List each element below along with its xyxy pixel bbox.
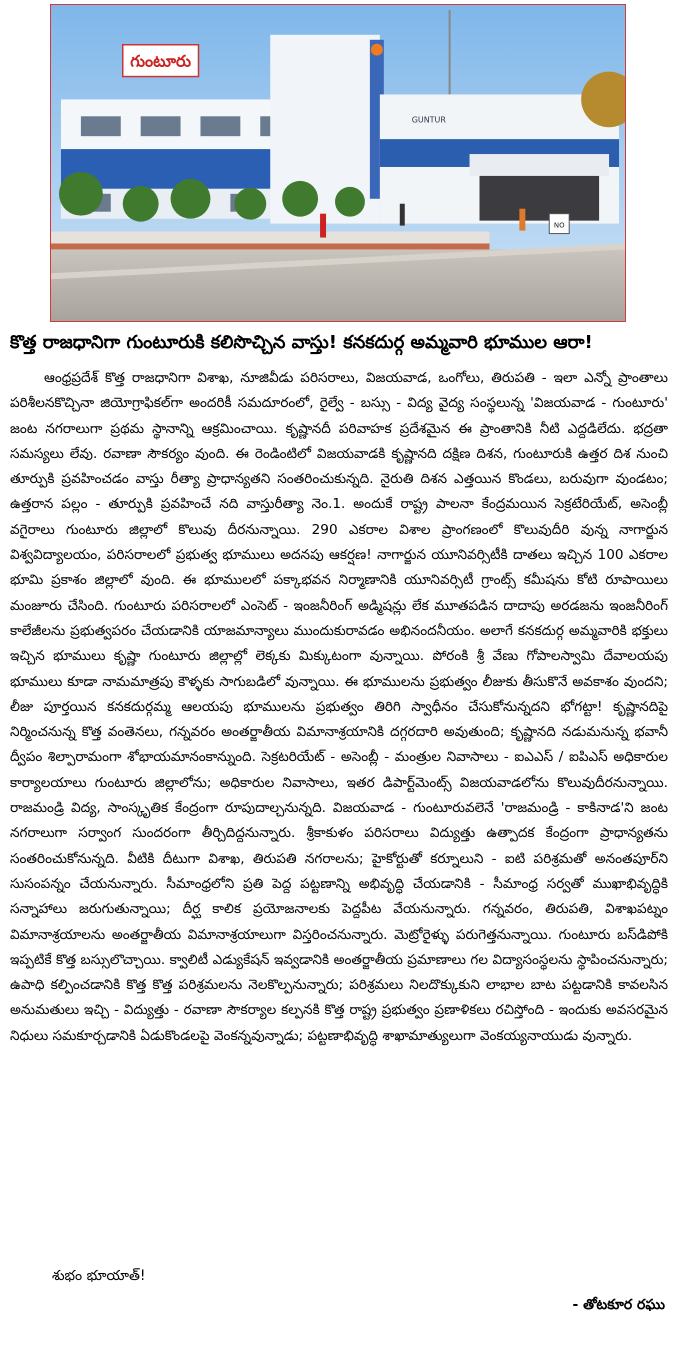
- article-headline: కొత్త రాజధానిగా గుంటూరుకి కలిసొచ్చిన వాస్తు! కనకదుర్గ అమ్మవారి భూముల ఆరా!: [10, 332, 593, 353]
- closing-line: శుభం భూయాత్!: [52, 1268, 146, 1284]
- guntur-station-photo: [50, 4, 626, 322]
- roof-sign-text: గుంటూరు: [130, 51, 192, 71]
- building-sign: GUNTUR: [411, 115, 446, 125]
- author-byline: - తోటకూర రఘు: [572, 1297, 665, 1313]
- gate-sign: NO: [553, 221, 565, 230]
- article-body: ఆంధ్రప్రదేశ్ కొత్త రాజధానిగా విశాఖ, నూజివీడు పరిసరాలు, విజయవాడ, ఒంగోలు, తిరుపతి - ఇలా ఎన్నో ప్రాంతాలు పరిశీలనకొచ్చినా జియోగ్రాఫికల్‌గా అందరికీ సమదూరంలో, రైల్వే - బస్సు - విద్య వైద్య సంస్థలున్న 'విజయవాడ - గుంటూరు' జంట నగరాలుగా ప్రథమ స్థానాన్ని ఆక్రమించాయి. కృష్ణానదీ పరివాహక ప్రదేశమైన ఈ ప్రాంతానికి నీటి ఎద్దడిలేదు. భద్రతా సమస్యలు లేవు. రవాణా సౌకర్యం వుంది. ఈ రెండింటిలో విజయవాడకి కృష్ణానది దక్షిణ దిశన, గుంటూరుకి ఉత్తర దిశ నుంచి తూర్పుకి ప్రవహించడం వాస్తు రీత్యా ప్రాధాన్యతని సంతరించుకున్నది. నైరుతి దిశన ఎత్తయిన కొండలు, బరువుగా వుండటం; ఉత్తరాన పల్లం - తూర్పుకి ప్రవహించే నది వాస్తురీత్యా నెం.1. అందుకే రాష్ట్ర పాలనా కేంద్రమయిన సెక్రటేరియేట్, అసెంబ్లీ వగైరాలు గుంటూరు జిల్లాలో కొలువు దీరనున్నాయి. 290 ఎకరాల విశాల ప్రాంగణంలో కొలువుదీరి వున్న నాగార్జున విశ్వవిద్యాలయం, పరిసరాలలో ప్రభుత్వ భూములు అదనపు ఆకర్షణ! నాగార్జున యూనివర్సిటీకి దాతలు ఇచ్చిన 100 ఎకరాల భూమి ప్రకాశం జిల్లాలో వుంది. ఈ భూములలో పక్కాభవన నిర్మాణానికి యూనివర్సిటీ గ్రాంట్స్ కమీషను కోటి రూపాయిలు మంజూరు చేసింది. గుంటూరు పరిసరాలలో ఎంసెట్ - ఇంజనీరింగ్ అడ్మిషన్లు లేక మూతపడిన దాదాపు అరడజను ఇంజనీరింగ్ కాలేజీలను ప్రభుత్వపరం చేయడానికి యాజమాన్యాలు ముందుకురావడం అభినందనీయం. అలాగే కనకదుర్గ అమ్మవారికి భక్తులు ఇచ్చిన భూములు కృష్ణా గుంటూరు జిల్లాల్లో లెక్కకు మిక్కుటంగా వున్నాయి. పోరంకి శ్రీ వేణు గోపాలస్వామి దేవాలయపు భూములు కూడా నామమాత్రపు కౌళ్ళకు సాగుబడిలో వున్నాయి. ఈ భూములను ప్రభుత్వం లీజుకు తీసుకొనే అవకాశం వుందని; లీజు పూర్తయిన కనకదుర్గమ్మ ఆలయపు భూములను ప్రభుత్వం తిరిగి స్వాధీనం చేసుకోనున్నదని భోగట్టా! కృష్ణానదిపై నిర్మించనున్న కొత్త వంతెనలు, గన్నవరం అంతర్జాతీయ విమానాశ్రయానికి దగ్గరదారి అవుతుంది; కృష్ణానది నడుమనున్న భవానీ ద్వీపం శిల్పారామంగా శోభాయమానంకాన్నుంది. సెక్రటరియేట్ - అసెంబ్లీ - మంత్రుల నివాసాలు - ఐఎఎస్ / ఐపిఎస్ అధికారుల కార్యాలయాలు గుంటూరు జిల్లాలోను; అధికారుల నివాసాలు, ఇతర డిపార్ట్‌మెంట్స్ విజయవాడలోను కొలువుదీరనున్నాయి. రాజమండ్రి విద్య, సాంస్కృతిక కేంద్రంగా రూపుదాల్చనున్నది. విజయవాడ - గుంటూరువలెనే 'రాజమండ్రి - కాకినాడ'ని జంట నగరాలుగా సర్వాంగ సుందరంగా తీర్చిదిద్దనున్నారు. శ్రీకాకుళం పరిసరాలు విద్యుత్తు ఉత్పాదక కేంద్రంగా ప్రాధాన్యతను సంతరించుకోనున్నది. వీటికి దీటుగా విశాఖ, తిరుపతి నగరాలను; హైకోర్టుతో కర్నూలుని - ఐటి పరిశ్రమతో అనంతపూర్‌ని సుసంపన్నం చేయనున్నారు. సీమాంధ్రలోని ప్రతి పెద్ద పట్టణాన్ని అభివృద్ధి చేయడానికి - సీమాంధ్ర సర్వతో ముఖాభివృద్ధికి సన్నాహాలు జరుగుతున్నాయి; దీర్ఘ కాలిక ప్రయోజనాలకు పెద్దపీట వేయనున్నారు. గన్నవరం, తిరుపతి, విశాఖపట్నం విమానాశ్రయాలను అంతర్జాతీయ విమానాశ్రయాలుగా విస్తరించనున్నారు. మెట్రోరైళ్ళు పరుగెత్తనున్నాయి. గుంటూరు బస్‌డిపోకి ఇప్పటికే కొత్త బస్సులొచ్చాయి. క్వాలిటీ ఎడ్యుకేషన్ ఇవ్వడానికి అంతర్జాతీయ ప్రమాణాలు గల విద్యాసంస్థలను స్థాపించనున్నారు; ఉపాధి కల్పించడానికి కొత్త కొత్త పరిశ్రమలను నెలకొల్పనున్నారు; పరిశ్రమలు నిలదొక్కుకుని లాభాల బాట పట్టడానికి కావలసిన అనుమతులు ఇచ్చి - విద్యుత్తు - రవాణా సౌకర్యాల కల్పనకి కొత్త రాష్ట్ర ప్రభుత్వం ప్రణాళికలు రచిస్తోంది - ఇందుకు అవసరమైన నిధులు సమకూర్చడానికి ఏడుకొండలపై వెంకన్నవున్నాడు; పట్టణాభివృద్ధి శాఖామాత్యులుగా వెంకయ్యనాయుడు వున్నారు.: [10, 370, 668, 1044]
- station-illustration: [51, 5, 625, 321]
